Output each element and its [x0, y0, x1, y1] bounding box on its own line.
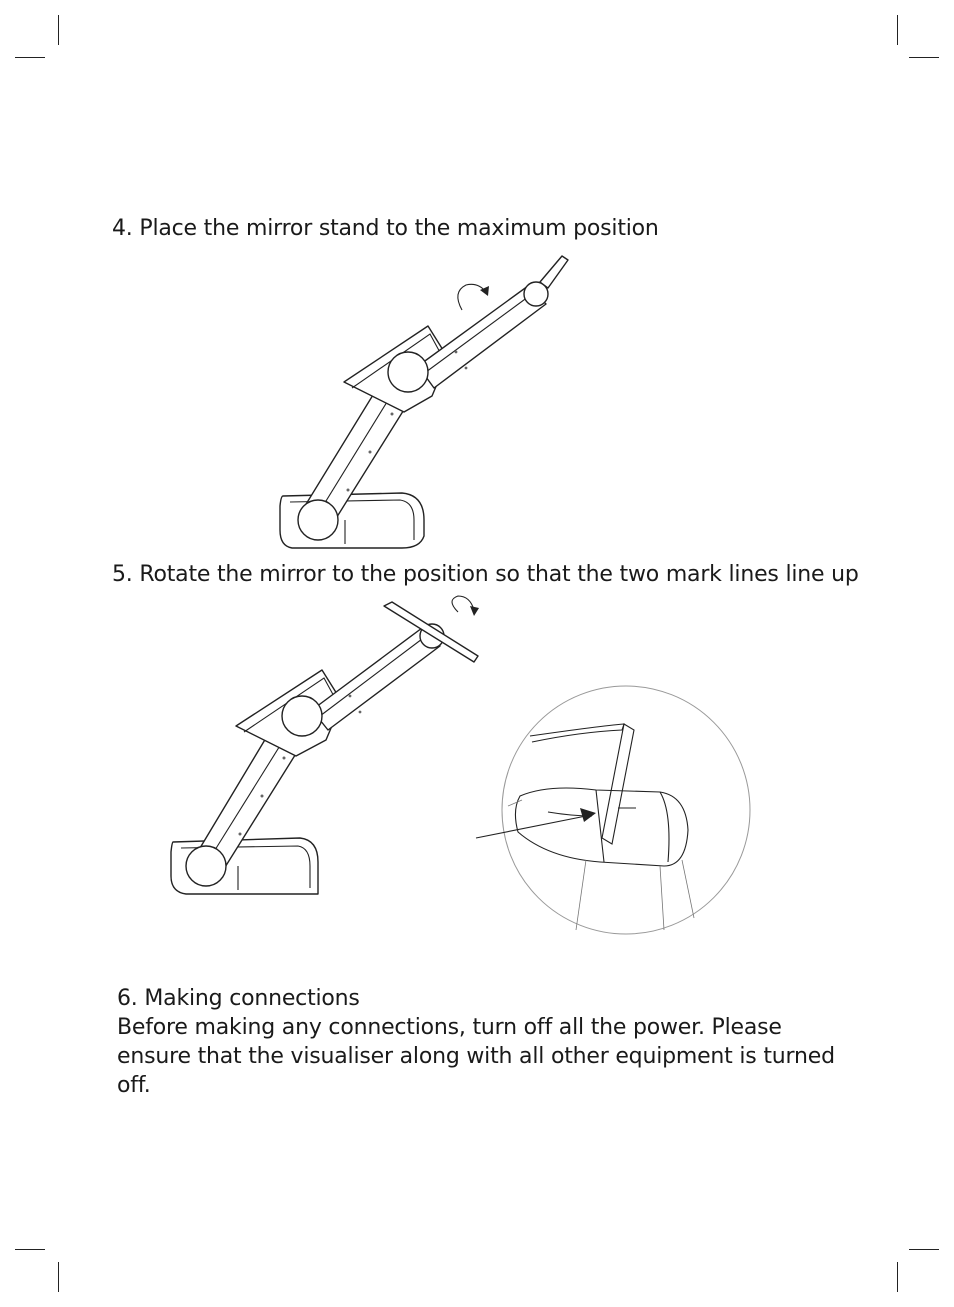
step-6-body: Before making any connections, turn off all the power. Please ensure that the visualiser along with all other equipment is turned off. [117, 1015, 835, 1098]
step-4-heading: 4. Place the mirror stand to the maximum position [112, 216, 659, 241]
rotate-arrow-icon [458, 284, 486, 310]
step-6-section [117, 984, 837, 1100]
step-5-heading: 5. Rotate the mirror to the position so that the two mark lines line up [112, 562, 859, 587]
step-6-heading: 6. Making connections [117, 986, 360, 1011]
